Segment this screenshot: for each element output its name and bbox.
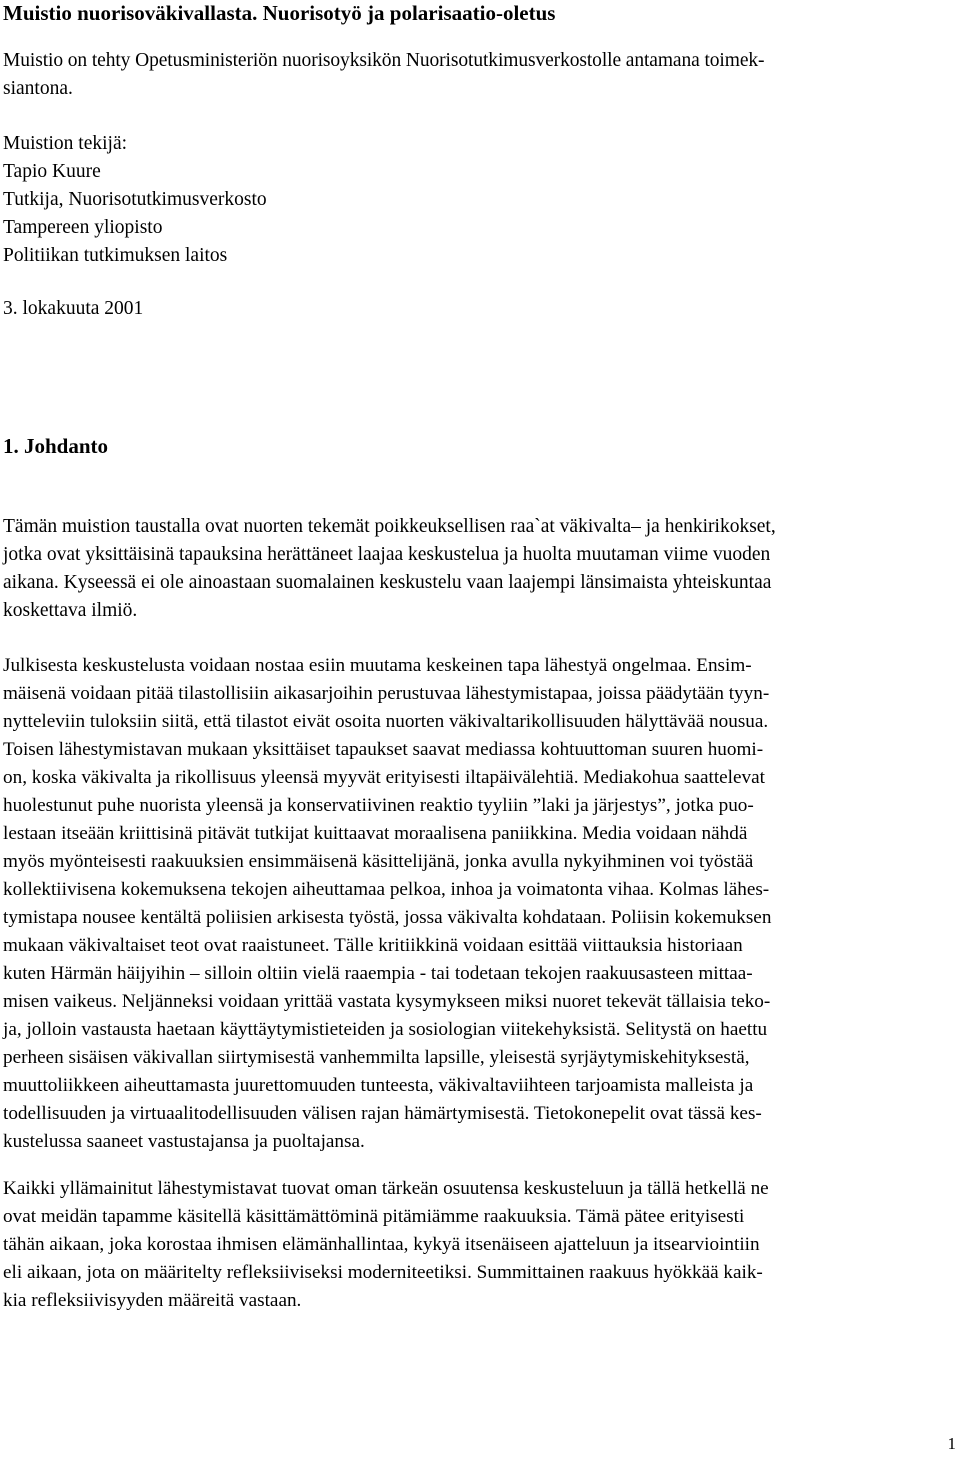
paragraph-line: perheen sisäisen väkivallan siirtymisestä vanhemmilta lapsille, yleisestä syrjäytymiskehityksestä, bbox=[3, 1047, 750, 1068]
author-line: Politiikan tutkimuksen laitos bbox=[3, 245, 228, 266]
paragraph-1 bbox=[3, 513, 956, 625]
paragraph-line: kuten Härmän häijyihin – silloin oltiin vielä raaempia - tai todetaan tekojen raakuusasteen mittaa- bbox=[3, 963, 753, 984]
author-line: Tampereen yliopisto bbox=[3, 217, 163, 238]
paragraph-line: kollektiivisena kokemuksena tekojen aiheuttamaa pelkoa, inhoa ja voimatonta vihaa. Kolmas lähes- bbox=[3, 879, 770, 900]
paragraph-line: mäisenä voidaan pitää tilastollisiin aikasarjoihin perustuvaa lähestymistapaa, joissa päädytään tyyn- bbox=[3, 683, 770, 704]
author-line: Tapio Kuure bbox=[3, 161, 101, 182]
paragraph-line: Julkisesta keskustelusta voidaan nostaa esiin muutama keskeinen tapa lähestyä ongelmaa. Ensim- bbox=[3, 655, 752, 676]
paragraph-line: nytteleviin tuloksiin siitä, että tilastot eivät osoita nuorten väkivaltarikollisuuden hälyttävää nousua. bbox=[3, 711, 769, 732]
intro-line: siantona. bbox=[3, 78, 73, 99]
paragraph-line: lestaan itseään kriittisinä pitävät tutkijat kuittaavat moraalisena paniikkina. Media voidaan nähdä bbox=[3, 823, 748, 844]
paragraph-line: todellisuuden ja virtuaalitodellisuuden välisen rajan hämärtymisestä. Tietokonepelit ovat tässä kes- bbox=[3, 1103, 762, 1124]
paragraph-2 bbox=[3, 652, 956, 1156]
paragraph-line: on, koska väkivalta ja rikollisuus yleensä myyvät erityisesti iltapäivälehtiä. Mediakohua saattelevat bbox=[3, 767, 765, 788]
paragraph-line: misen vaikeus. Neljänneksi voidaan yrittää vastata kysymykseen miksi nuoret tekevät tällaisia teko- bbox=[3, 991, 771, 1012]
intro-line: Muistio on tehty Opetusministeriön nuorisoyksikön Nuorisotutkimusverkostolle antamana toimek- bbox=[3, 50, 765, 71]
paragraph-line: jotka ovat yksittäisinä tapauksina herättäneet laajaa keskustelua ja huolta muutaman viime vuoden bbox=[3, 544, 771, 565]
paragraph-line: aikana. Kyseessä ei ole ainoastaan suomalainen keskustelu vaan laajempi länsimaista yhteiskuntaa bbox=[3, 572, 772, 593]
paragraph-line: Tämän muistion taustalla ovat nuorten tekemät poikkeuksellisen raa`at väkivalta– ja henkirikokset, bbox=[3, 516, 776, 537]
paragraph-line: ja, jolloin vastausta haetaan käyttäytymistieteiden ja sosiologian viitekehyksistä. Selitystä on haettu bbox=[3, 1019, 768, 1040]
paragraph-line: muuttoliikkeen aiheuttamasta juurettomuuden tunteesta, väkivaltaviihteen tarjoamista malleista ja bbox=[3, 1075, 754, 1096]
page-number: 1 bbox=[947, 1434, 956, 1453]
author-line: Muistion tekijä: bbox=[3, 133, 128, 154]
document-date: 3. lokakuuta 2001 bbox=[3, 298, 144, 319]
paragraph-line: tymistapa nousee kentältä poliisien arkisesta työstä, jossa väkivalta kohdataan. Poliisin kokemuksen bbox=[3, 907, 772, 928]
document-title: Muistio nuorisoväkivallasta. Nuorisotyö ja polarisaatio-oletus bbox=[3, 1, 556, 25]
paragraph-line: mukaan väkivaltaiset teot ovat raaistuneet. Tälle kritiikkinä voidaan esittää viittauksia historiaan bbox=[3, 935, 743, 956]
author-block bbox=[3, 130, 956, 270]
paragraph-line: myös myönteisesti raakuuksien ensimmäisenä käsittelijänä, jonka avulla nykyihminen voi työstää bbox=[3, 851, 754, 872]
paragraph-line: huolestunut puhe nuorista yleensä ja konservatiivinen reaktio tyyliin ”laki ja järjestys”, jotka puo- bbox=[3, 795, 754, 816]
author-line: Tutkija, Nuorisotutkimusverkosto bbox=[3, 189, 267, 210]
paragraph-line: ovat meidän tapamme käsitellä käsittämättöminä pitämiämme raakuuksia. Tämä pätee erityisesti bbox=[3, 1206, 745, 1227]
section-heading: 1. Johdanto bbox=[3, 434, 109, 458]
paragraph-line: kia refleksiivisyyden määreitä vastaan. bbox=[3, 1290, 302, 1311]
paragraph-3 bbox=[3, 1175, 956, 1315]
paragraph-line: Kaikki yllämainitut lähestymistavat tuovat oman tärkeän osuutensa keskusteluun ja tällä hetkellä ne bbox=[3, 1178, 769, 1199]
paragraph-line: Toisen lähestymistavan mukaan yksittäiset tapaukset saavat mediassa kohtuuttoman suuren huomi- bbox=[3, 739, 764, 760]
paragraph-line: tähän aikaan, joka korostaa ihmisen elämänhallintaa, kykyä itsenäiseen ajatteluun ja itsearviointiin bbox=[3, 1234, 760, 1255]
paragraph-line: eli aikaan, jota on määritelty refleksiiviseksi moderniteetiksi. Summittainen raakuus hyökkää kaik- bbox=[3, 1262, 763, 1283]
paragraph-line: koskettava ilmiö. bbox=[3, 600, 138, 621]
paragraph-line: kustelussa saaneet vastustajansa ja puoltajansa. bbox=[3, 1131, 365, 1152]
intro-paragraph bbox=[3, 47, 956, 103]
